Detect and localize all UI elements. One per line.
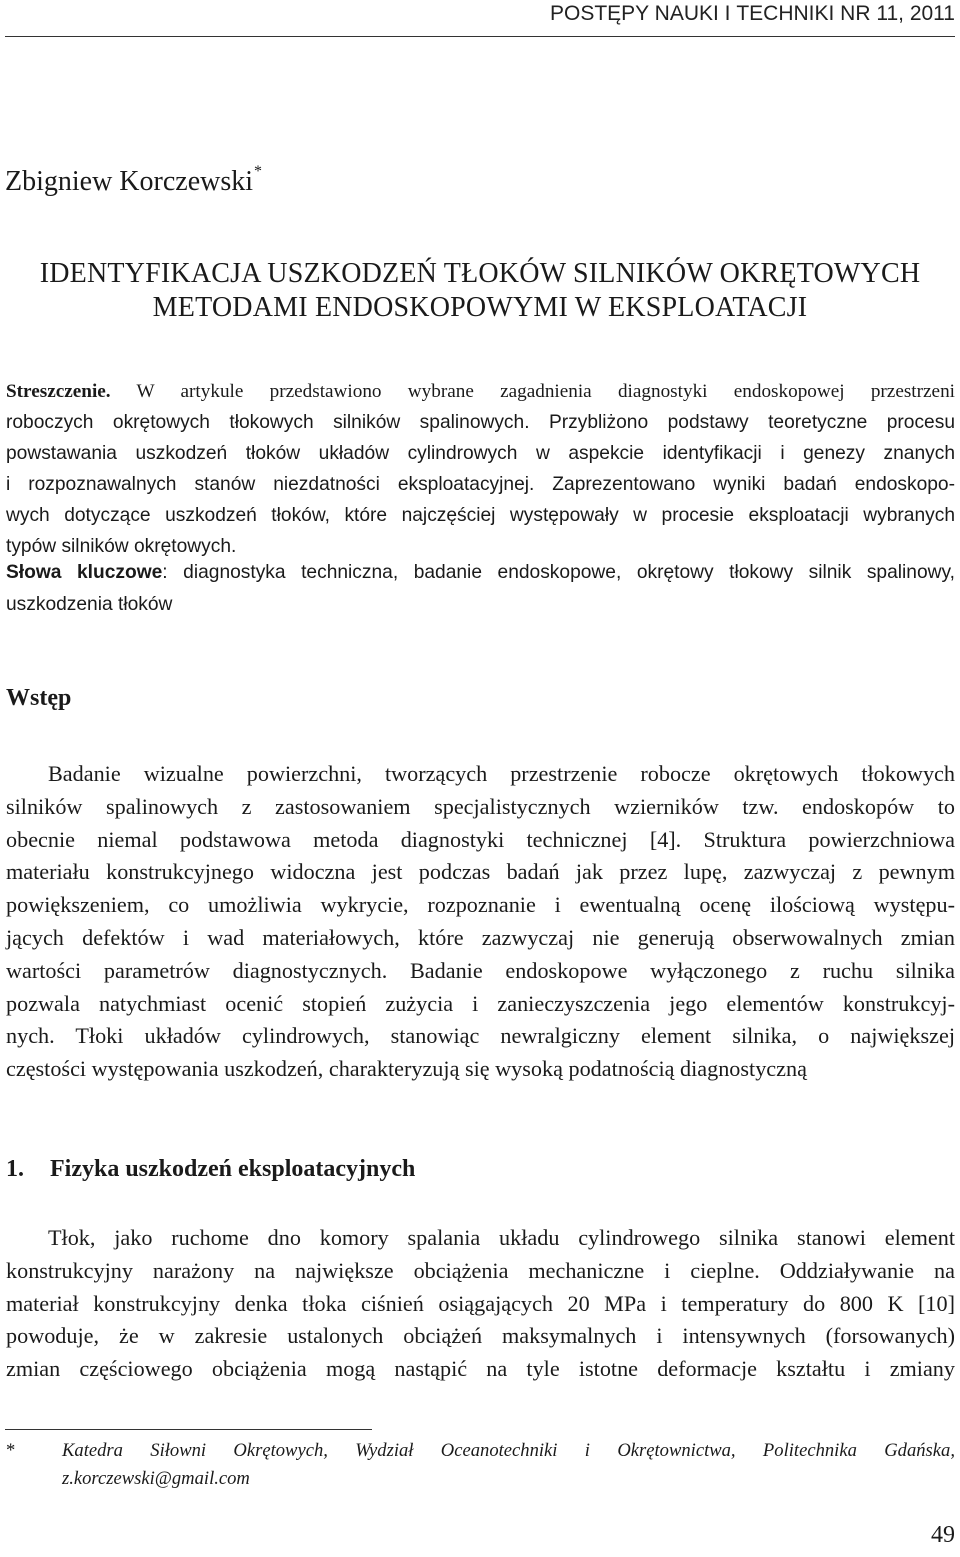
journal-name-part: OSTĘPY <box>563 2 655 25</box>
abstract <box>6 376 955 562</box>
header-rule <box>5 36 955 37</box>
abstract-line: typów silników okrętowych. <box>6 536 237 557</box>
paragraph-line: materiał konstrukcyjny denka tłoka ciśnień osiągających 20 MPa i temperatury do 800 K [10] <box>6 1290 955 1316</box>
journal-name-part: P <box>549 2 564 25</box>
paragraph-line: powiększeniem, co umożliwia wykrycie, rozpoznanie i ewentualną ocenę ilościową występu- <box>6 892 955 918</box>
keywords-line <box>6 557 955 589</box>
running-head <box>0 2 955 26</box>
footnote-text <box>62 1437 955 1493</box>
keywords-label: Słowa kluczowe <box>6 562 163 583</box>
paragraph-line: jących defektów i wad materiałowych, które zazwyczaj nie generują obserwowalnych zmian <box>6 924 955 950</box>
abstract-line: roboczych okrętowych tłokowych silników spalinowych. Przybliżono podstawy teoretyczne procesu <box>6 412 955 433</box>
footnote <box>6 1437 955 1493</box>
paragraph-line: powoduje, że w zakresie ustalonych obciążeń maksymalnych i intensywnych (forsowanych) <box>6 1323 955 1349</box>
paragraph-line: pozwala natychmiast ocenić stopień zużycia i zanieczyszczenia jego elementów konstrukcyj- <box>6 990 955 1016</box>
author-name: Zbigniew Korczewski <box>5 166 254 197</box>
abstract-line: powstawania uszkodzeń tłoków układów cylindrowych w aspekcie identyfikacji i genezy znanych <box>6 443 955 464</box>
intro-paragraph <box>6 758 955 1086</box>
section-heading-intro: Wstęp <box>6 685 72 711</box>
article-title <box>0 257 960 325</box>
footnote-mark: * <box>6 1440 16 1461</box>
paragraph-line: częstości występowania uszkodzeń, charakteryzują się wysoką podatnością diagnostyczną <box>6 1056 807 1082</box>
title-line: IDENTYFIKACJA USZKODZEŃ TŁOKÓW SILNIKÓW OKRĘTOWYCH <box>39 258 921 289</box>
author-footnote-mark: * <box>254 163 263 180</box>
paragraph-line: wartości parametrów diagnostycznych. Badanie endoskopowe wyłączonego z ruchu silnika <box>6 957 955 983</box>
paragraph-line: materiału konstrukcyjnego widoczna jest podczas badań jak przez lupę, zazwyczaj z pewnym <box>6 859 955 885</box>
section1-paragraph <box>6 1222 955 1386</box>
abstract-line: wych dotyczące uszkodzeń tłoków, które najczęściej występowały w procesie eksploatacji wybranych <box>6 505 955 526</box>
journal-issue: 11, 2011 <box>876 2 955 25</box>
journal-name <box>550 2 876 25</box>
footnote-rule <box>5 1429 372 1430</box>
keywords <box>6 557 955 621</box>
journal-name-part: ECHNIKI NR <box>749 2 877 25</box>
paragraph-line: obecnie niemal podstawowa metoda diagnostyki technicznej [4]. Struktura powierzchniowa <box>6 826 955 852</box>
author <box>5 163 262 198</box>
paragraph-line: Badanie wizualne powierzchni, tworzących przestrzenie robocze okrętowych tłokowych <box>48 761 955 786</box>
section-title: Fizyka uszkodzeń eksploatacyjnych <box>50 1156 416 1182</box>
paragraph-line: silników spalinowych z zastosowaniem specjalistycznych wzierników tzw. endoskopów to <box>6 793 955 819</box>
paragraph-line: zmian częściowego obciążenia mogą nastąpić na tyle istotne deformacje kształtu i zmiany <box>6 1356 955 1382</box>
abstract-line <box>6 376 955 407</box>
page-number: 49 <box>931 1522 955 1548</box>
paragraph-line: konstrukcyjny narażony na największe obciążenia mechaniczne i cieplne. Oddziaływanie na <box>6 1257 955 1283</box>
journal-name-part: AUKI I <box>669 2 737 25</box>
abstract-text: W artykule przedstawiono wybrane zagadnienia diagnostyki endoskopowej przestrzeni <box>110 381 955 402</box>
abstract-label: Streszczenie. <box>6 381 111 402</box>
title-line: METODAMI ENDOSKOPOWYMI W EKSPLOATACJI <box>152 292 808 323</box>
journal-name-part: N <box>654 2 670 25</box>
paragraph-line: Tłok, jako ruchome dno komory spalania układu cylindrowego silnika stanowi element <box>48 1225 955 1250</box>
keywords-text: : diagnostyka techniczna, badanie endoskopowe, okrętowy tłokowy silnik spalinowy, <box>162 562 955 583</box>
footnote-email: z.korczewski@gmail.com <box>62 1468 250 1489</box>
abstract-line: i rozpoznawalnych stanów niezdatności eksploatacyjnej. Zaprezentowano wyniki badań endoskopo- <box>6 474 955 495</box>
section-number: 1. <box>6 1156 24 1182</box>
section-heading-1 <box>6 1156 415 1183</box>
journal-name-part: T <box>736 2 750 25</box>
footnote-line: Katedra Siłowni Okrętowych, Wydział Oceanotechniki i Okrętownictwa, Politechnika Gdańska, <box>62 1440 955 1461</box>
paragraph-line: nych. Tłoki układów cylindrowych, stanowiąc newralgiczny element silnika, o największej <box>6 1023 955 1049</box>
keywords-line: uszkodzenia tłoków <box>6 594 173 615</box>
